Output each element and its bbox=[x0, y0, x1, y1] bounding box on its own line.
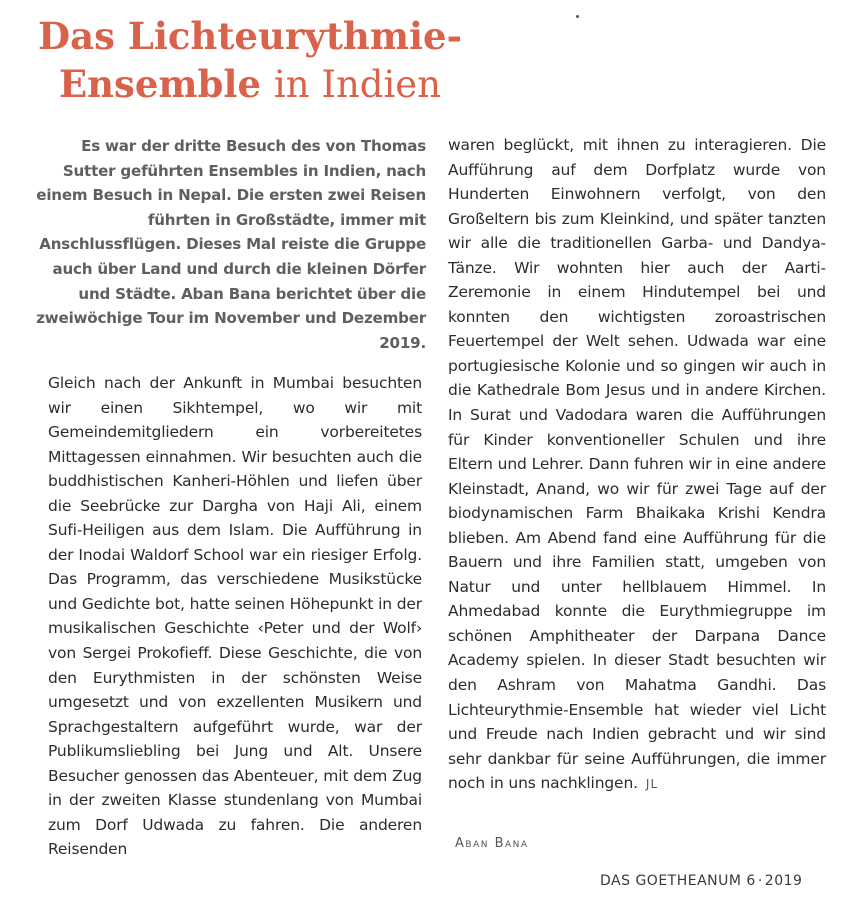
title-line-2 bbox=[0, 60, 500, 109]
article-author: Aban Bana bbox=[455, 836, 529, 851]
article-title bbox=[0, 12, 500, 109]
title-bold-word: Ensemble bbox=[58, 62, 262, 106]
editor-initials: JL bbox=[645, 777, 659, 792]
publication-name: DAS GOETHEANUM bbox=[600, 873, 742, 889]
body-column-right bbox=[448, 133, 826, 797]
issue-number: 6 bbox=[746, 873, 756, 889]
title-rest: in Indien bbox=[273, 63, 442, 106]
print-speck bbox=[576, 15, 579, 18]
title-line-1: Das Lichteurythmie- bbox=[38, 14, 462, 58]
body-column-left: Gleich nach der Ankunft in Mumbai besuchten wir einen Sikhtempel, wo wir mit Gemeindemitgliedern ein vorbereitetes Mittagessen einnahmen. Wir besuchten auch die buddhistischen Kanheri-Höhlen und liefen über die Seebrücke zur Dargha von Haji Ali, einem Sufi-Heiligen aus dem Islam. Die Aufführung in der Inodai Waldorf School war ein riesiger Erfolg. Das Programm, das verschiedene Musikstücke und Gedichte bot, hatte seinen Höhepunkt in der musikalischen Geschichte ‹Peter und der Wolf› von Sergei Prokofieff. Diese Geschichte, die von den Eurythmisten in der schönsten Weise umgesetzt und von exzellenten Musikern und Sprachgestaltern aufgeführt wurde, war der Publikumsliebling bei Jung und Alt. Unsere Besucher genossen das Abenteuer, mit dem Zug in der zweiten Klasse stundenlang von Mumbai zum Dorf Udwada zu fahren. Die anderen Reisenden bbox=[48, 374, 422, 859]
article-lead: Es war der dritte Besuch des von Thomas Sutter geführten Ensembles in Indien, nach einem Besuch in Nepal. Die ersten zwei Reisen führten in Großstädte, immer mit Anschlussflügen. Dieses Mal reiste die Gruppe auch über Land und durch die kleinen Dörfer und Städte. Aban Bana berichtet über die zweiwöchige Tour im November und Dezember 2019. bbox=[36, 137, 426, 352]
footer-separator: · bbox=[757, 873, 763, 889]
page-footer bbox=[600, 873, 802, 889]
issue-year: 2019 bbox=[764, 873, 803, 889]
body-right-text: waren beglückt, mit ihnen zu interagieren. Die Aufführung auf dem Dorfplatz wurde von Hunderten Einwohnern verfolgt, von den Großeltern bis zum Kleinkind, und später tanzten wir alle die traditionellen Garba- und Dandya-Tänze. Wir wohnten hier auch der Aarti-Zeremonie in einem Hindutempel bei und konnten den wichtigsten zoroastrischen Feuertempel der Welt sehen. Udwada war eine portugiesische Kolonie und so gingen wir auch in die Kathedrale Bom Jesus und in andere Kirchen. In Surat und Vadodara waren die Aufführungen für Kinder konventioneller Schulen und ihre Eltern und Lehrer. Dann fuhren wir in eine andere Kleinstadt, Anand, wo wir für zwei Tage auf der biodynamischen Farm Bhaikaka Krishi Kendra blieben. Am Abend fand eine Aufführung für die Bauern und ihre Familien statt, umgeben von Natur und unter hellblauem Himmel. In Ahmedabad konnte die Eurythmiegruppe im schönen Amphitheater der Darpana Dance Academy spielen. In dieser Stadt besuchten wir den Ashram von Mahatma Gandhi. Das Lichteurythmie-Ensemble hat wieder viel Licht und Freude nach Indien gebracht und wir sind sehr dankbar für seine Aufführungen, die immer noch in uns nachklingen. bbox=[448, 136, 826, 793]
